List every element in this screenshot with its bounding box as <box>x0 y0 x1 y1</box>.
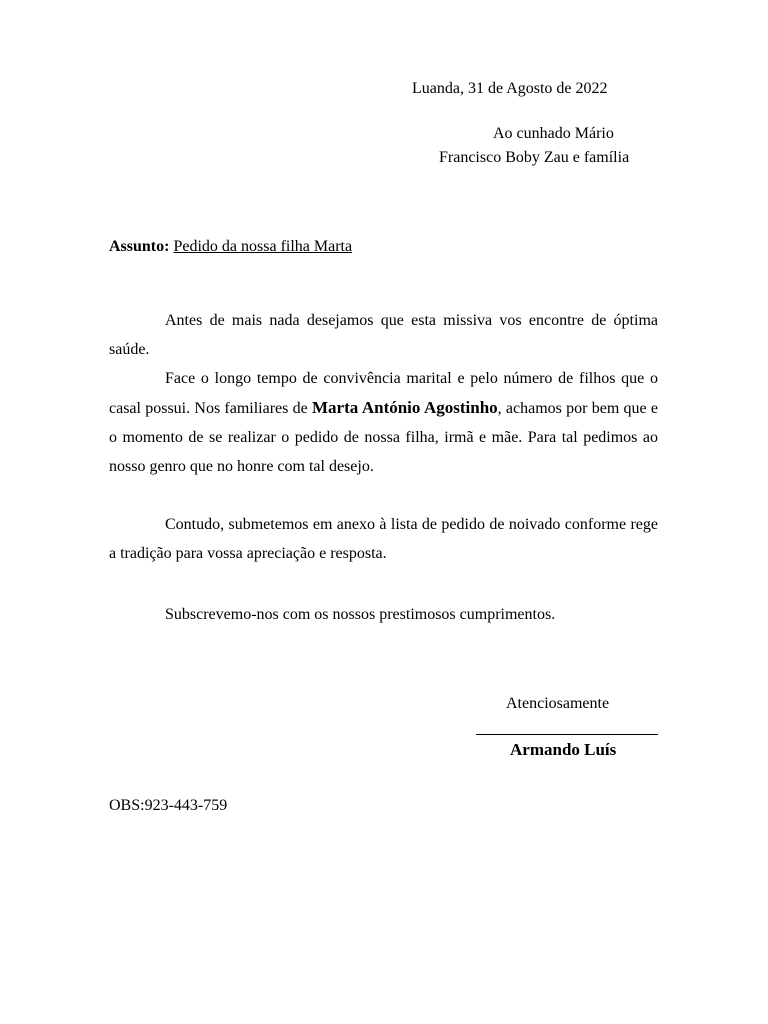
daughter-name: Marta António Agostinho <box>312 398 498 417</box>
paragraph-4-text: Subscrevemo-nos com os nossos prestimosos cumprimentos. <box>165 606 556 623</box>
paragraph-2-text <box>109 364 658 481</box>
obs-phone: OBS:923-443-759 <box>109 797 228 814</box>
paragraph-1-text: Antes de mais nada desejamos que esta missiva vos encontre de óptima saúde. <box>109 312 658 358</box>
paragraph-2-part-2: , achamos por bem que e o momento de se realizar o pedido de nossa filha, irmã e mãe. Para tal pedimos ao nosso genro que no honre com tal desejo. <box>109 400 659 475</box>
subject-text: Pedido da nossa filha Marta <box>173 238 353 255</box>
paragraph-3 <box>109 510 658 568</box>
paragraph-3-text: Contudo, submetemos em anexo à lista de pedido de noivado conforme rege a tradição para vossa apreciação e resposta. <box>109 516 658 562</box>
closing-salutation: Atenciosamente <box>506 695 610 712</box>
paragraph-1 <box>109 306 658 364</box>
subject-line <box>109 237 352 257</box>
paragraph-2-part-1: Face o longo tempo de convivência marital e pelo número de filhos que o casal possui. Nos familiares de <box>109 370 658 417</box>
signer-name: Armando Luís <box>510 740 617 759</box>
date-line: Luanda, 31 de Agosto de 2022 <box>412 80 608 97</box>
recipient-line-1: Ao cunhado Mário <box>493 125 614 142</box>
signature-line <box>476 734 658 735</box>
paragraph-4 <box>109 600 658 629</box>
paragraph-2 <box>109 364 658 481</box>
subject-label: Assunto: <box>109 238 170 255</box>
recipient-line-2: Francisco Boby Zau e família <box>439 149 630 166</box>
